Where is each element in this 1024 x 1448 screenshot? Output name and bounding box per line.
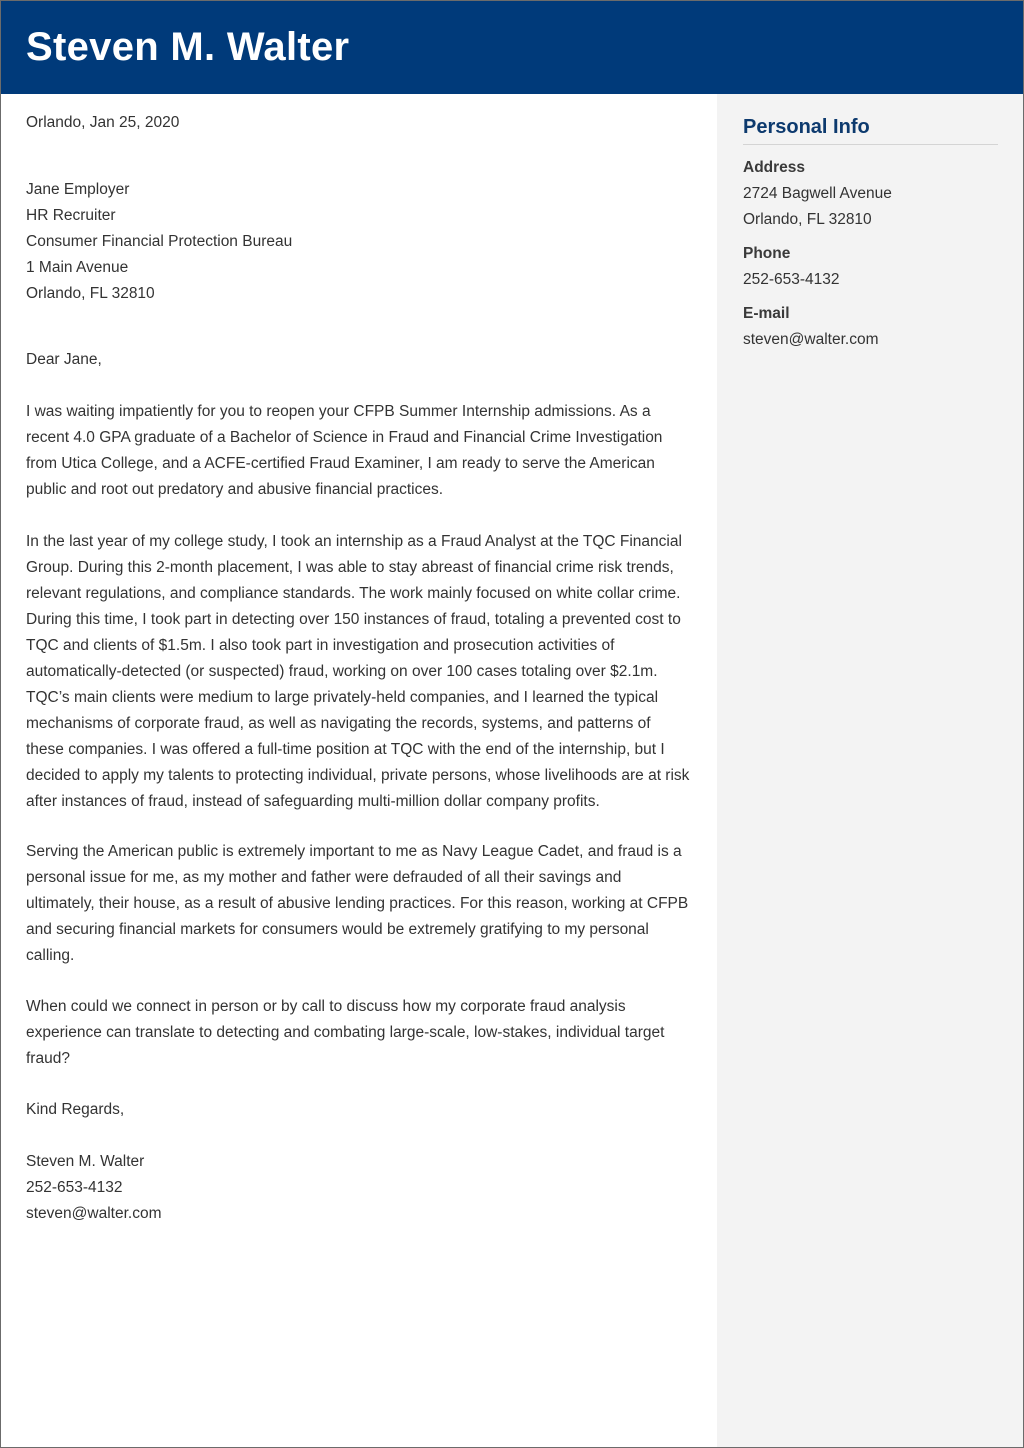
paragraph-intro [26, 399, 701, 503]
email-section [743, 301, 1003, 353]
recipient-street: 1 Main Avenue [26, 259, 129, 276]
paragraph-line: recent 4.0 GPA graduate of a Bachelor of Science in Fraud and Financial Crime Investigation [26, 429, 663, 446]
signature-phone: 252-653-4132 [26, 1179, 123, 1196]
paragraph-motivation [26, 839, 701, 969]
signature-email: steven@walter.com [26, 1205, 162, 1222]
sidebar-title: Personal Info [743, 114, 998, 145]
email-value: steven@walter.com [743, 331, 879, 348]
paragraph-line: During this time, I took part in detecting over 150 instances of fraud, totaling a prevented cost to [26, 611, 681, 628]
paragraph-line: Group. During this 2-month placement, I was able to stay abreast of financial crime risk trends, [26, 559, 674, 576]
header-banner [1, 1, 1023, 94]
paragraph-line: TQC’s main clients were medium to large privately-held companies, and I learned the typical [26, 689, 659, 706]
paragraph-line: from Utica College, and a ACFE-certified Fraud Examiner, I am ready to serve the American [26, 455, 655, 472]
email-label: E-mail [743, 305, 790, 322]
paragraph-line: decided to apply my talents to protecting individual, private persons, whose livelihoods are at risk [26, 767, 690, 784]
paragraph-line: When could we connect in person or by call to discuss how my corporate fraud analysis [26, 998, 626, 1015]
letter-date: Orlando, Jan 25, 2020 [26, 114, 180, 131]
paragraph-line: I was waiting impatiently for you to reopen your CFPB Summer Internship admissions. As a [26, 403, 651, 420]
recipient-name: Jane Employer [26, 181, 130, 198]
paragraph-line: public and root out predatory and abusive financial practices. [26, 481, 444, 498]
paragraph-line: TQC and clients of $1.5m. I also took part in investigation and prosecution activities of [26, 637, 615, 654]
letter-closing: Kind Regards, [26, 1101, 125, 1118]
paragraph-line: these companies. I was offered a full-time position at TQC with the end of the internship, but I [26, 741, 665, 758]
address-line-2: Orlando, FL 32810 [743, 211, 872, 228]
paragraph-line: calling. [26, 947, 75, 964]
recipient-block [26, 177, 701, 307]
signature-name: Steven M. Walter [26, 1153, 145, 1170]
paragraph-line: personal issue for me, as my mother and father were defrauded of all their savings and [26, 869, 622, 886]
paragraph-line: fraud? [26, 1050, 70, 1067]
paragraph-line: mechanisms of corporate fraud, as well as navigating the records, systems, and patterns of [26, 715, 651, 732]
recipient-company: Consumer Financial Protection Bureau [26, 233, 293, 250]
paragraph-call-to-action [26, 994, 701, 1072]
phone-section [743, 241, 1003, 293]
paragraph-line: relevant regulations, and compliance standards. The work mainly focused on white collar crime. [26, 585, 681, 602]
signature-block [26, 1149, 701, 1227]
address-section [743, 155, 1003, 233]
letter-greeting: Dear Jane, [26, 351, 102, 368]
recipient-city: Orlando, FL 32810 [26, 285, 155, 302]
address-line-1: 2724 Bagwell Avenue [743, 185, 892, 202]
paragraph-line: automatically-detected (or suspected) fraud, working on over 100 cases totaling over $2.1m. [26, 663, 658, 680]
paragraph-line: experience can translate to detecting and combating large-scale, low-stakes, individual target [26, 1024, 665, 1041]
personal-info-sidebar [717, 94, 1023, 1447]
address-label: Address [743, 159, 806, 176]
recipient-title: HR Recruiter [26, 207, 116, 224]
phone-value: 252-653-4132 [743, 271, 840, 288]
phone-label: Phone [743, 245, 791, 262]
paragraph-line: and securing financial markets for consumers would be extremely gratifying to my personal [26, 921, 649, 938]
paragraph-line: ultimately, their house, as a result of abusive lending practices. For this reason, working at CFPB [26, 895, 689, 912]
applicant-name: Steven M. Walter [26, 25, 350, 69]
paragraph-line: Serving the American public is extremely important to me as Navy League Cadet, and fraud is a [26, 843, 682, 860]
paragraph-line: In the last year of my college study, I took an internship as a Fraud Analyst at the TQC Financial [26, 533, 682, 550]
paragraph-experience [26, 529, 701, 815]
paragraph-line: after instances of fraud, instead of safeguarding multi-million dollar company profits. [26, 793, 600, 810]
